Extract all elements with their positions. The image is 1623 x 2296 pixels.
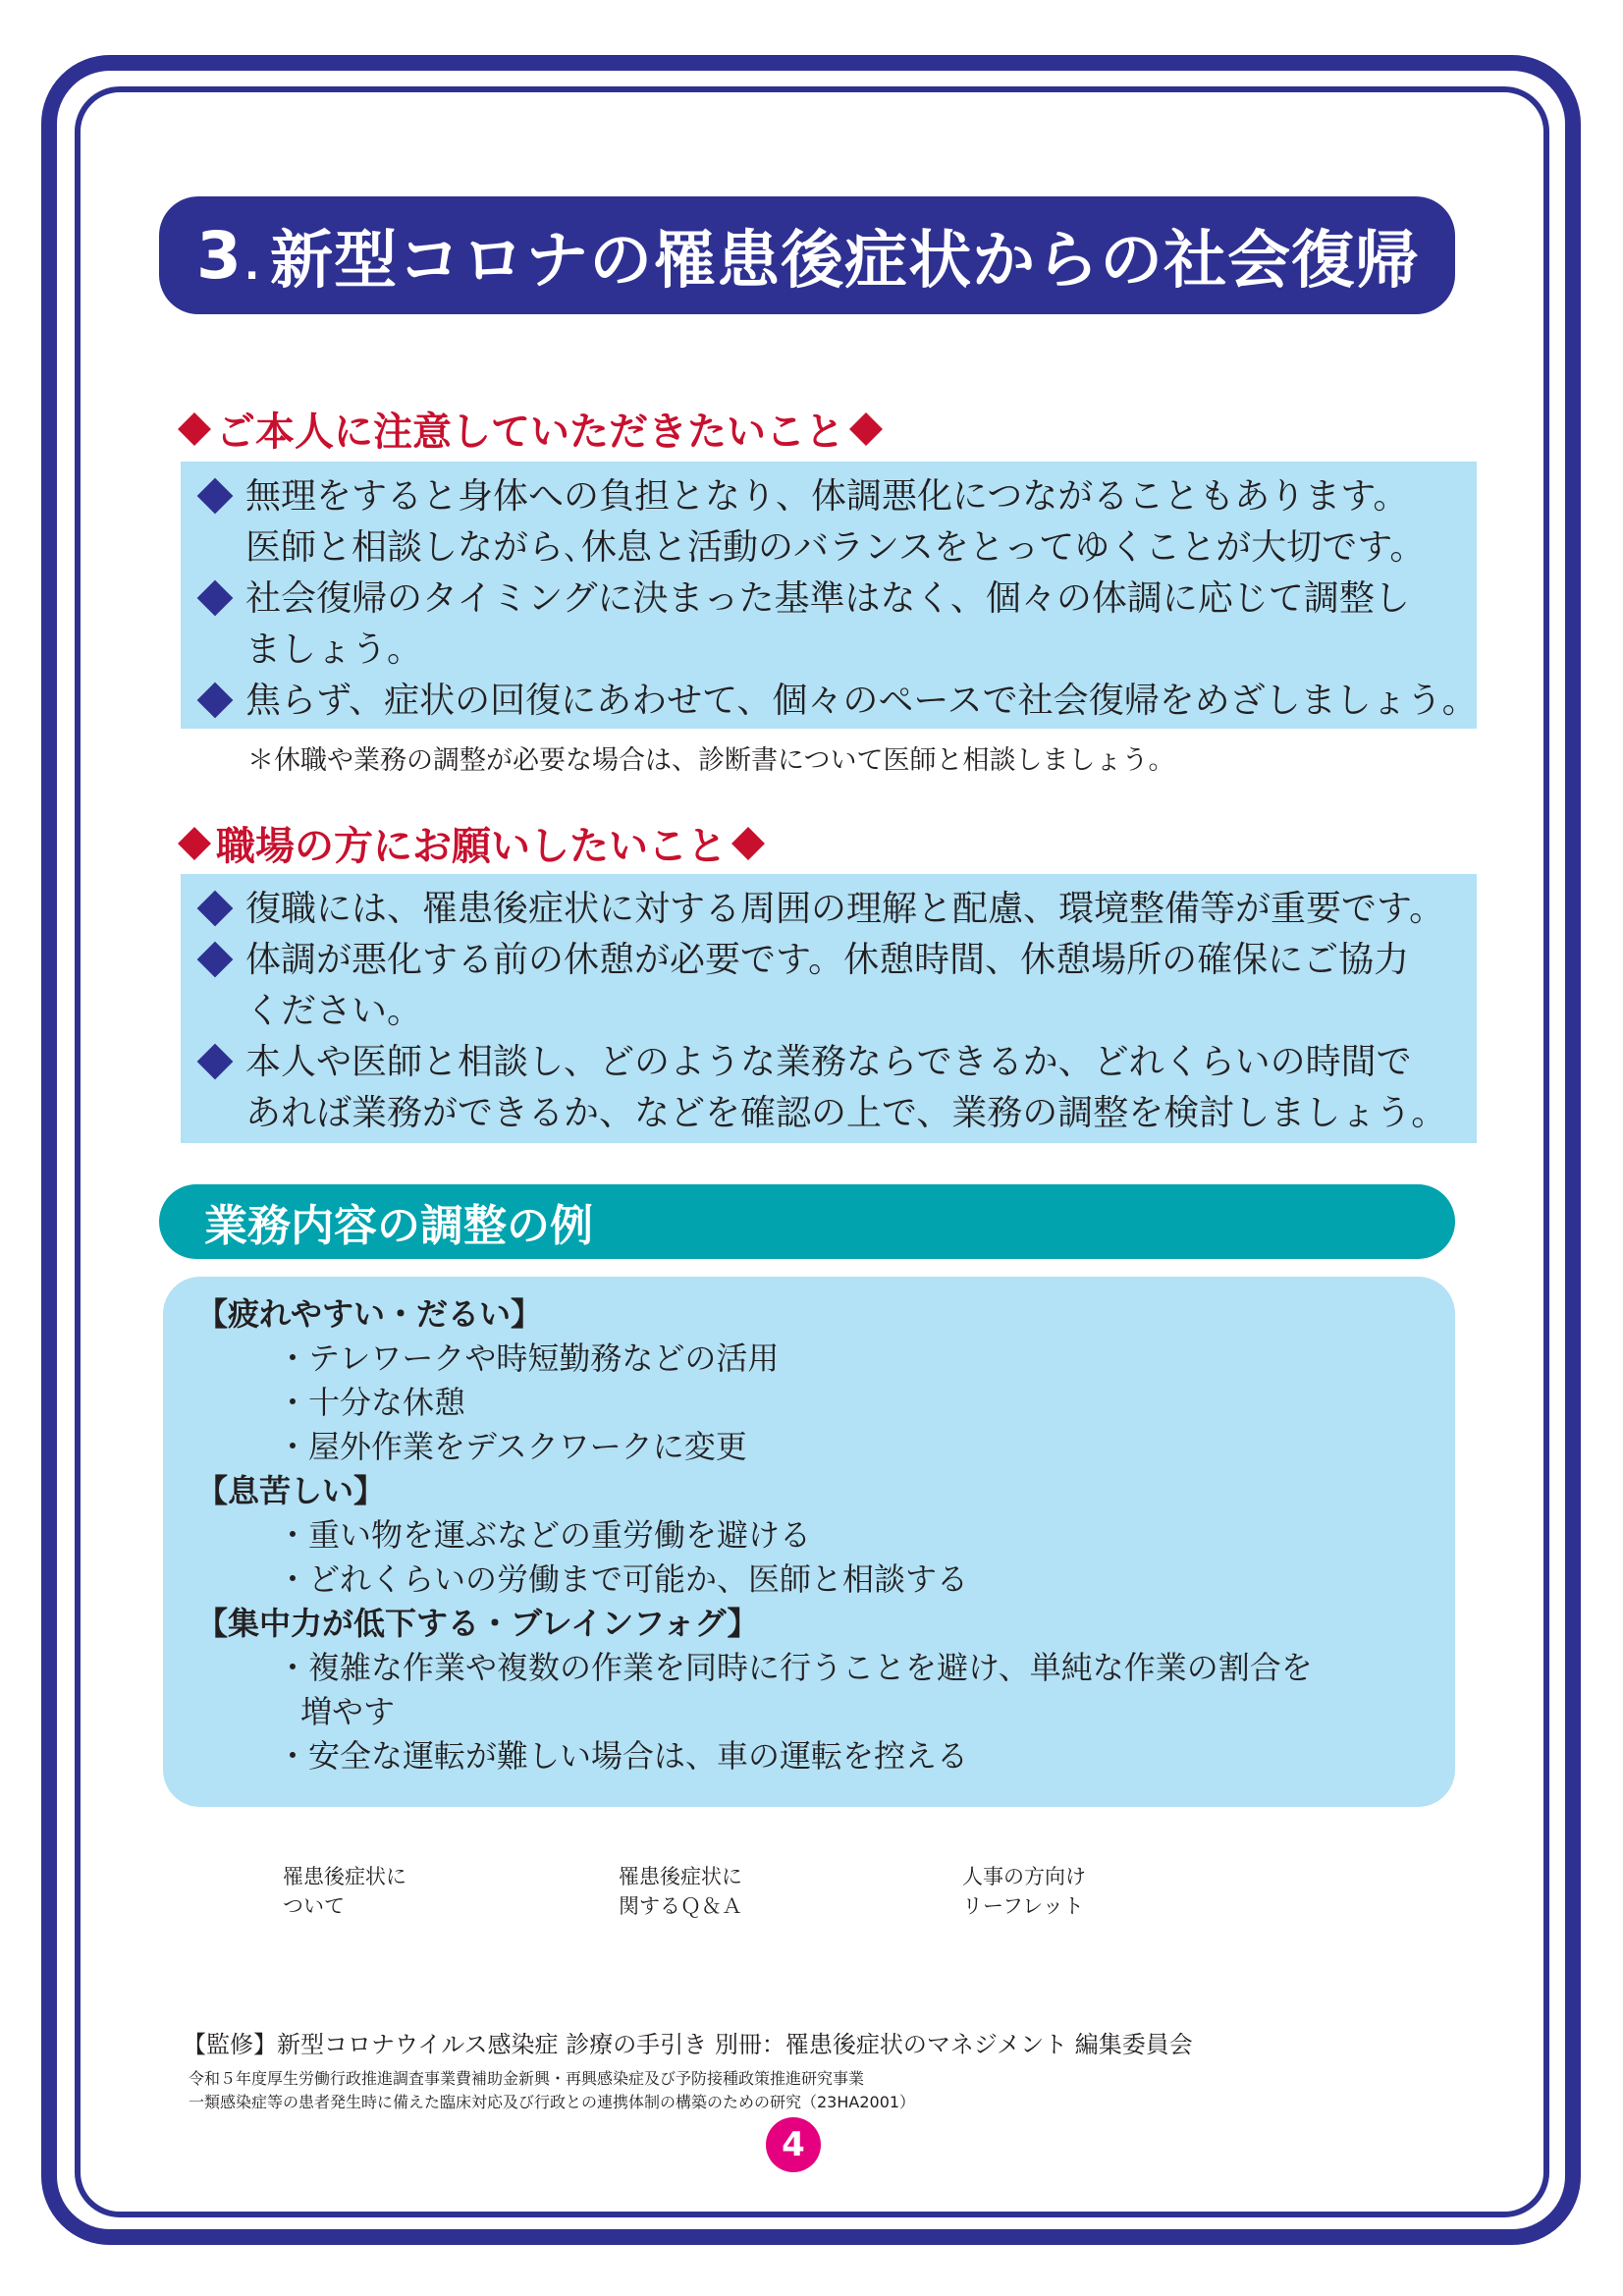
- title-dot: .: [243, 244, 261, 289]
- examples-heading: 業務内容の調整の例: [159, 1184, 1455, 1259]
- list-item: ・どれくらいの労働まで可能か、医師と相談する: [277, 1560, 969, 1598]
- navy-diamond-icon: [197, 1044, 234, 1080]
- navy-diamond-icon: [197, 942, 234, 978]
- footer-line2: 令和５年度厚生労働行政推進調査事業費補助金新興・再興感染症及び予防接種政策推進研究事業: [189, 2069, 865, 2088]
- section1-heading: [173, 401, 888, 457]
- list-item: 社会復帰のタイミングに決まった基準はなく、個々の体調に応じて調整し ましょう。: [181, 574, 1477, 676]
- navy-diamond-icon: [197, 580, 234, 617]
- list-item: 焦らず、症状の回復にあわせて、個々のペースで社会復帰をめざしましょう。: [181, 676, 1477, 727]
- section2-heading: [173, 815, 770, 871]
- red-diamond-icon: [731, 827, 765, 860]
- footer-supervision: 【監修】新型コロナウイルス感染症 診療の手引き 別冊：罹患後症状のマネジメント 編集委員会: [183, 2031, 1193, 2058]
- list-item: 無理をすると身体への負担となり、体調悪化につながることもあります。 医師と相談しながら､休息と活動のバランスをとってゆくことが大切です。: [181, 471, 1477, 574]
- category-heading: 【集中力が低下する・ブレインフォグ】: [196, 1605, 759, 1642]
- list-item: ・屋外作業をデスクワークに変更: [277, 1428, 747, 1465]
- list-item: ・重い物を運ぶなどの重労働を避ける: [277, 1516, 812, 1554]
- qr-label-about: 罹患後症状に ついて: [283, 1865, 406, 1918]
- examples-box: [163, 1277, 1455, 1807]
- category-heading: 【疲れやすい・だるい】: [196, 1295, 543, 1333]
- title-text: 新型コロナの罹患後症状からの社会復帰: [270, 225, 1420, 298]
- list-item-continuation: 増やす: [300, 1693, 396, 1730]
- category-heading: 【息苦しい】: [196, 1472, 386, 1509]
- navy-diamond-icon: [197, 891, 234, 927]
- section1-box: [181, 462, 1477, 729]
- list-item: ・十分な休憩: [277, 1384, 466, 1421]
- title-number: 3: [196, 217, 243, 294]
- red-diamond-icon: [178, 827, 211, 860]
- qr-label-qa: 罹患後症状に 関するＱ＆Ａ: [619, 1865, 742, 1918]
- red-diamond-icon: [178, 412, 211, 446]
- section1-note: ＊休職や業務の調整が必要な場合は、診断書について医師と相談しましょう。: [247, 745, 1175, 776]
- section2-box: [181, 874, 1477, 1143]
- list-item: ・複雑な作業や複数の作業を同時に行うことを避け、単純な作業の割合を: [277, 1649, 1313, 1686]
- list-item: 本人や医師と相談し、どのような業務ならできるか、どれくらいの時間で あれば業務ができるか、などを確認の上で、業務の調整を検討しましょう。: [181, 1037, 1477, 1139]
- qr-label-hr-leaflet: 人事の方向け リーフレット: [962, 1865, 1086, 1918]
- page-number: 4: [766, 2117, 821, 2172]
- list-item: 復職には、罹患後症状に対する周囲の理解と配慮、環境整備等が重要です。: [181, 884, 1477, 935]
- section1-heading-text: ご本人に注意していただきたいこと: [216, 410, 844, 455]
- navy-diamond-icon: [197, 478, 234, 515]
- red-diamond-icon: [849, 412, 883, 446]
- list-item: 体調が悪化する前の休憩が必要です。休憩時間、休憩場所の確保にご協力 ください。: [181, 935, 1477, 1037]
- footer-line3: 一類感染症等の患者発生時に備えた臨床対応及び行政との連携体制の構築のための研究（23HA2001）: [189, 2093, 916, 2111]
- list-item: ・安全な運転が難しい場合は、車の運転を控える: [277, 1737, 969, 1775]
- page-title: [159, 196, 1455, 314]
- navy-diamond-icon: [197, 683, 234, 719]
- section2-heading-text: 職場の方にお願いしたいこと: [216, 824, 727, 869]
- list-item: ・テレワークや時短勤務などの活用: [277, 1339, 780, 1377]
